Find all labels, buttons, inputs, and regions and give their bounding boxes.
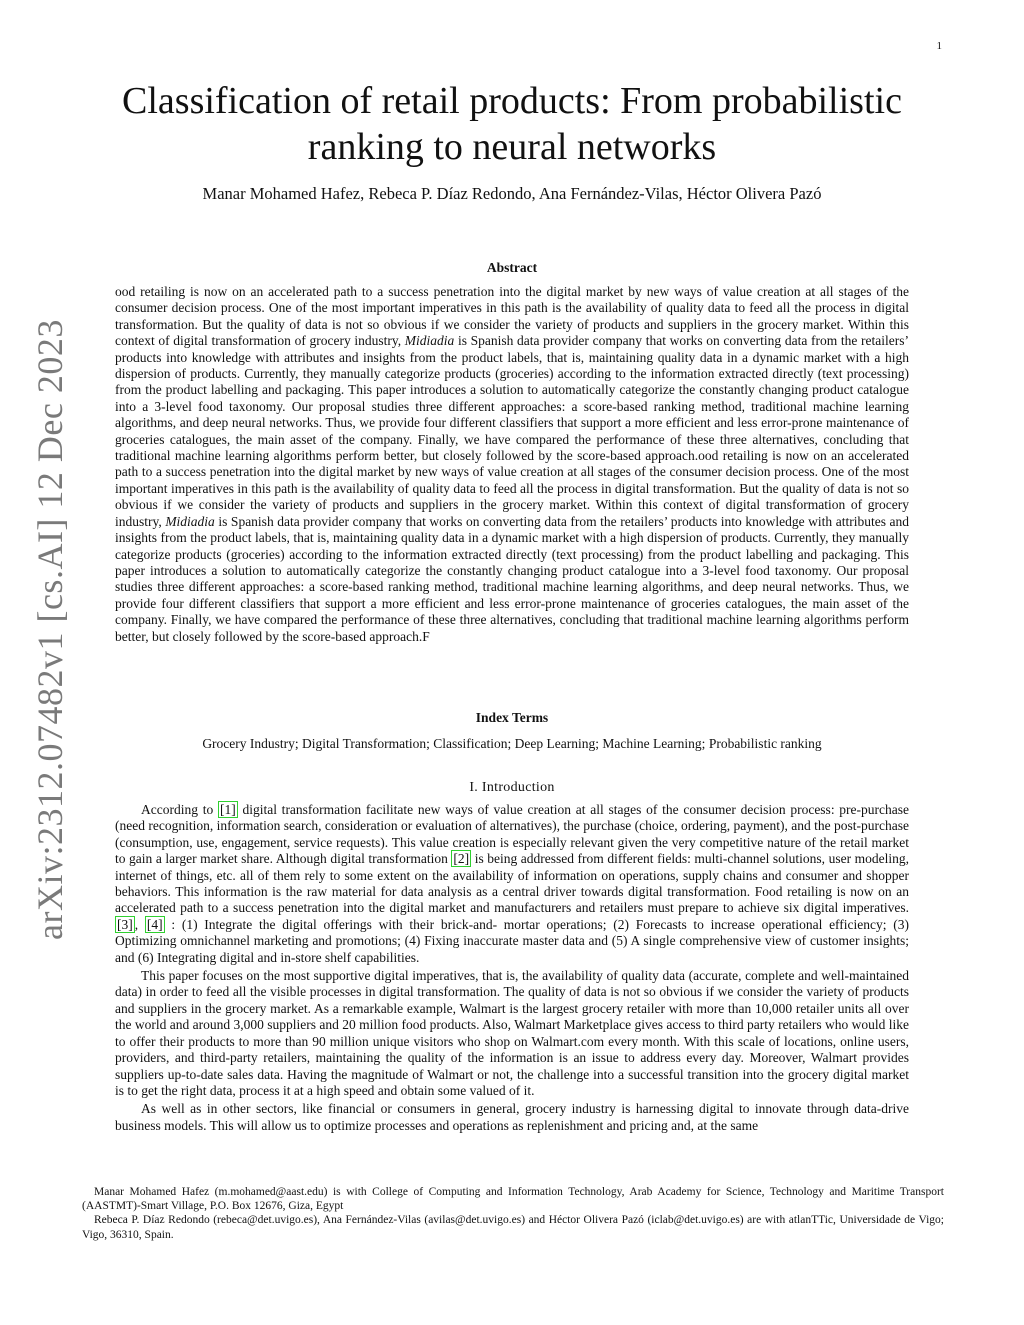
footnote-affiliation: Manar Mohamed Hafez (m.mohamed@aast.edu) is with College of Computing and Information Technology, Arab Academy for Science, Technology and Maritime Transport (AASTMT)-Smart Village, P.O. Box 12676, Giza, Egypt <box>82 1186 944 1213</box>
footnotes <box>82 1185 944 1242</box>
body-text: According to <box>141 802 218 817</box>
abstract-text: is Spanish data provider company that works on converting data from the retailers’ products into knowledge with attributes and insights from the product labels, that is, maintaining quality data in a dynamic market with a high dispersion of products. Currently, they manually categorize products (groceries) according to the information extracted directly (text processing) from the product labelling and packaging. This paper introduces a solution to automatically categorize the constantly changing product catalogue into a 3-level food taxonomy. Our proposal studies three different approaches: a score-based ranking method, traditional machine learning algorithms, and deep neural networks. Thus, we provide four different classifiers that support a more efficient and less error-prone maintenance of groceries catalogues, the main asset of the company. Finally, we have compared the performance of these three alternatives, concluding that traditional machine learning algorithms perform better, but closely followed by the score-based approach.F <box>115 513 910 644</box>
arxiv-stamp: arXiv:2312.07482v1 [cs.AI] 12 Dec 2023 <box>30 319 70 940</box>
index-terms-heading: Index Terms <box>475 710 549 725</box>
body-text: : (1) Integrate the digital offerings with their brick-and- mortar operations; (2) Forecasts to increase operational efficiency; (3) Optimizing omnichannel marketing and promotions; (4) Fixing inaccurate master data and (5) A single comprehensive view of customer insights; and (6) Integrating digital and in-store shelf capabilities. <box>115 916 910 965</box>
citation-link[interactable]: [4] <box>146 916 163 932</box>
abstract-heading: Abstract <box>486 260 538 275</box>
citation-link[interactable]: [1] <box>219 802 236 817</box>
body-text: digital transformation facilitate new ways of value creation at all stages of the consumer decision process: pre-purchase (need recognition, information search, consideration or evaluation of alternatives), the purchase (choice, ordering, payment), and the post-purchase (consumption, use, engagement, service requests). This value creation is especially relevant given the very competitive nature of the retail market to gain a larger market share. Although digital transformation <box>115 802 910 867</box>
paragraph <box>115 802 909 966</box>
citation-link[interactable]: [3] <box>117 916 133 932</box>
company-name: Midiadia <box>404 333 455 349</box>
footnote-affiliation: Rebeca P. Díaz Redondo (rebeca@det.uvigo.es), Ana Fernández-Vilas (avilas@det.uvigo.es) and Héctor Olivera Pazó (iclab@det.uvigo.es) are with atlanTTic, Universidade de Vigo; Vigo, 36310, Spain. <box>82 1214 944 1241</box>
citation-link[interactable]: [2] <box>453 851 470 867</box>
paper-title: Classification of retail products: From probabilistic ranking to neural networks <box>122 80 902 168</box>
body-text: is being addressed from different fields: multi-channel solutions, user modeling, internet of things, etc. all of them rely to some extent on the availability of information on operations, supply chains and consumer and shopper behaviors. This information is the raw material for data analysis as a central driver towards digital transformation. Food retailing is now on an accelerated path to a success penetration into the digital market and manufacturers and retailers must prepare to achieve six digital imperatives. <box>115 851 909 916</box>
paragraph: This paper focuses on the most supportive digital imperatives, that is, the availability of quality data (accurate, complete and well-maintained data) in order to feed all the visible processes in digital transformation. The quality of data is not so obvious if we consider the variety of products and suppliers in the grocery market. As a remarkable example, Walmart is the largest grocery retailer with more than 10,000 retailer units all over the world and around 3,000 suppliers and 20 million food products. Also, Walmart Marketplace gives access to third party retailers who would like to offer their products to more than 90 million unique visitors who shop on Walmart.com every month. With this scale of locations, online users, providers, and third-party retailers, maintaining the quality of the information is an issue to address every day. Moreover, Walmart provides suppliers up-to-date sales data. Having the magnitude of Walmart or not, the challenge into a successful transition into the grocery digital market is to get the right data, process it at a high speed and obtain some valued of it. <box>115 968 909 1098</box>
body-text: , <box>134 916 145 932</box>
paragraph: As well as in other sectors, like financial or consumers in general, grocery industry is harnessing digital to innovate through data-drive business models. This will allow us to optimize processes and operations as replenishment and pricing and, at the same <box>115 1101 909 1133</box>
introduction-body <box>115 802 909 1134</box>
author-list: Manar Mohamed Hafez, Rebeca P. Díaz Redondo, Ana Fernández-Vilas, Héctor Olivera Pazó <box>202 184 822 203</box>
section-heading-introduction: I. Introduction <box>469 780 555 795</box>
page-number: 1 <box>936 40 942 52</box>
abstract-text: is Spanish data provider company that works on converting data from the retailers’ products into knowledge with attributes and insights from the product labels, that is, maintaining quality data in a dynamic market with a high dispersion of products. Currently, they manually categorize products (groceries) according to the information extracted directly (text processing) from the product labelling and packaging. This paper introduces a solution to automatically categorize the constantly changing product catalogue into a 3-level food taxonomy. Our proposal studies three different approaches: a score-based ranking method, traditional machine learning algorithms, and deep neural networks. Thus, we provide four different classifiers that support a more efficient and less error-prone maintenance of groceries catalogues, the main asset of the company. Finally, we have compared the performance of these three alternatives, concluding that traditional machine learning algorithms perform better, but closely followed by the score-based approach.ood retailing is now on an accelerated path to a success penetration into the digital market by new ways of value creation at all stages of the consumer decision process. One of the most important imperatives in this path is the availability of quality data to feed all the process in digital transformation. But the quality of data is not so obvious if we consider the variety of products and suppliers in the grocery market. Within this context of digital transformation of grocery industry, <box>115 333 909 529</box>
company-name: Midiadia <box>165 513 215 529</box>
abstract-text: ood retailing is now on an accelerated path to a success penetration into the digital market by new ways of value creation at all stages of the consumer decision process. One of the most important imperatives in this path is the availability of quality data to feed all the process in digital transformation. But the quality of data is not so obvious if we consider the variety of products and suppliers in the grocery market. Within this context of digital transformation of grocery industry, <box>115 284 909 349</box>
abstract-body <box>115 284 909 645</box>
index-terms: Grocery Industry; Digital Transformation; Classification; Deep Learning; Machine Learning; Probabilistic ranking <box>202 736 822 751</box>
